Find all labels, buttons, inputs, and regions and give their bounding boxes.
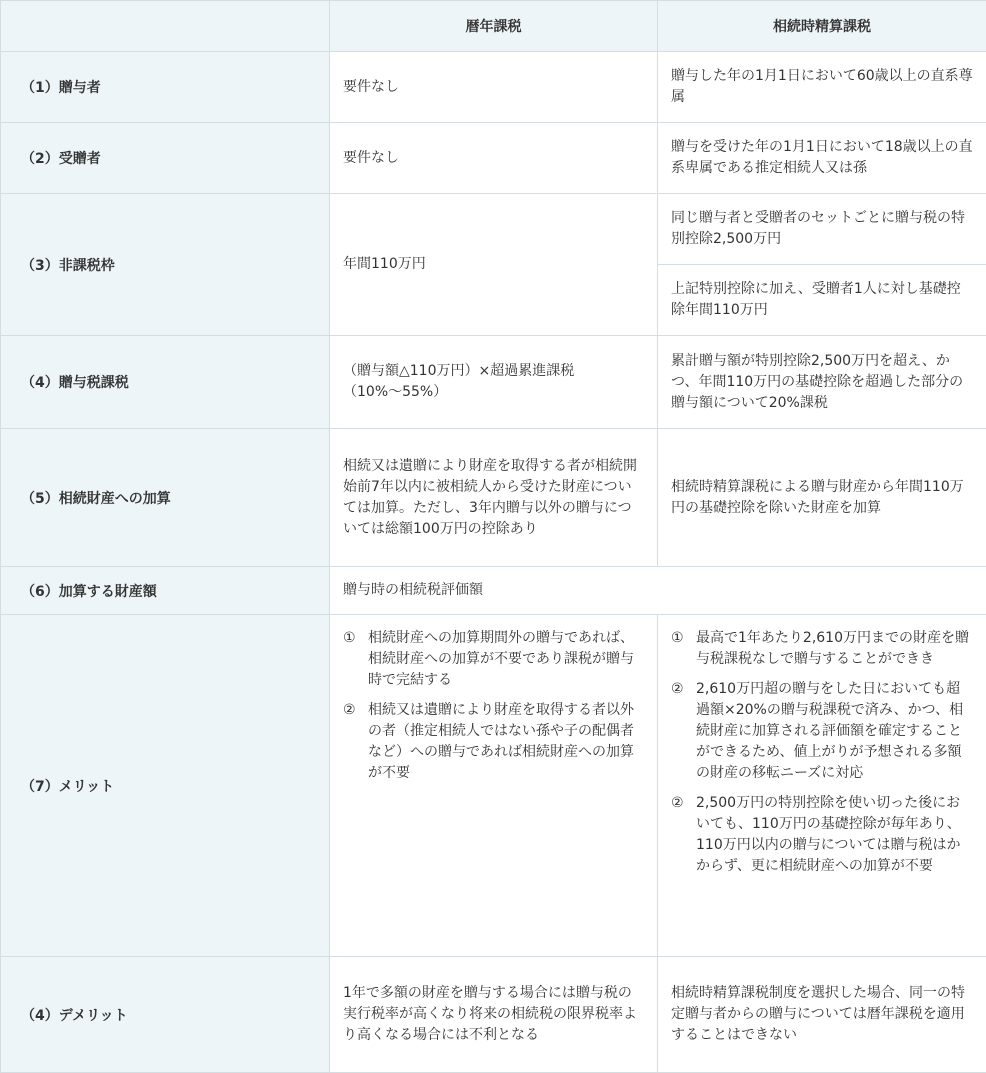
row-label: （3）非課税枠 <box>1 194 330 336</box>
table-row <box>1 194 986 265</box>
list-item <box>343 700 645 784</box>
calendar-cell: 要件なし <box>330 123 658 194</box>
calendar-cell: 年間110万円 <box>330 194 658 336</box>
table-row <box>1 336 986 429</box>
table-row <box>1 52 986 123</box>
settlement-cell: 上記特別控除に加え、受贈者1人に対し基礎控除年間110万円 <box>658 265 986 336</box>
row-label: （6）加算する財産額 <box>1 567 330 615</box>
list-marker: ① <box>343 628 356 649</box>
merit-list <box>671 628 974 877</box>
list-marker: ② <box>671 679 684 700</box>
table-row <box>1 429 986 567</box>
row-label: （7）メリット <box>1 615 330 957</box>
header-calendar-year-taxation: 暦年課税 <box>330 1 658 52</box>
row-label: （5）相続財産への加算 <box>1 429 330 567</box>
row-label: （1）贈与者 <box>1 52 330 123</box>
list-item-text: 相続又は遺贈により財産を取得する者以外の者（推定相続人ではない孫や子の配偶者など）への贈与であれば相続財産への加算が不要 <box>368 702 634 781</box>
row-label: （4）デメリット <box>1 957 330 1073</box>
calendar-cell: 相続又は遺贈により財産を取得する者が相続開始前7年以内に被相続人から受けた財産については加算。ただし、3年内贈与以外の贈与については総額100万円の控除あり <box>330 429 658 567</box>
calendar-cell: （贈与額△110万円）×超過累進課税（10%～55%） <box>330 336 658 429</box>
calendar-cell: 1年で多額の財産を贈与する場合には贈与税の実行税率が高くなり将来の相続税の限界税率より高くなる場合には不利となる <box>330 957 658 1073</box>
list-marker: ① <box>671 628 684 649</box>
merit-list <box>343 628 645 784</box>
settlement-cell <box>658 615 986 957</box>
header-row <box>1 1 986 52</box>
table-row <box>1 957 986 1073</box>
settlement-cell: 同じ贈与者と受贈者のセットごとに贈与税の特別控除2,500万円 <box>658 194 986 265</box>
list-item <box>343 628 645 691</box>
table-row <box>1 567 986 615</box>
header-settlement-taxation: 相続時精算課税 <box>658 1 986 52</box>
calendar-cell <box>330 615 658 957</box>
list-item-text: 2,500万円の特別控除を使い切った後においても、110万円の基礎控除が毎年あり、110万円以内の贈与については贈与税はかからず、更に相続財産への加算が不要 <box>696 795 961 874</box>
row-label: （2）受贈者 <box>1 123 330 194</box>
row-label: （4）贈与税課税 <box>1 336 330 429</box>
settlement-cell: 贈与した年の1月1日において60歳以上の直系尊属 <box>658 52 986 123</box>
merged-cell: 贈与時の相続税評価額 <box>330 567 986 615</box>
header-blank <box>1 1 330 52</box>
list-marker: ② <box>671 793 684 814</box>
calendar-cell: 要件なし <box>330 52 658 123</box>
settlement-cell: 累計贈与額が特別控除2,500万円を超え、かつ、年間110万円の基礎控除を超過した部分の贈与額について20%課税 <box>658 336 986 429</box>
list-item <box>671 679 974 784</box>
settlement-cell: 相続時精算課税による贈与財産から年間110万円の基礎控除を除いた財産を加算 <box>658 429 986 567</box>
list-item <box>671 628 974 670</box>
list-marker: ② <box>343 700 356 721</box>
table-row <box>1 615 986 957</box>
list-item-text: 2,610万円超の贈与をした日においても超過額×20%の贈与税課税で済み、かつ、相続財産に加算される評価額を確定することができるため、値上がりが予想される多額の財産の移転ニーズに対応 <box>696 681 963 781</box>
table-row <box>1 123 986 194</box>
settlement-cell: 相続時精算課税制度を選択した場合、同一の特定贈与者からの贈与については暦年課税を適用することはできない <box>658 957 986 1073</box>
list-item <box>671 793 974 877</box>
list-item-text: 相続財産への加算期間外の贈与であれば、相続財産への加算が不要であり課税が贈与時で完結する <box>368 630 634 688</box>
settlement-cell: 贈与を受けた年の1月1日において18歳以上の直系卑属である推定相続人又は孫 <box>658 123 986 194</box>
list-item-text: 最高で1年あたり2,610万円までの財産を贈与税課税なしで贈与することができき <box>696 630 969 667</box>
